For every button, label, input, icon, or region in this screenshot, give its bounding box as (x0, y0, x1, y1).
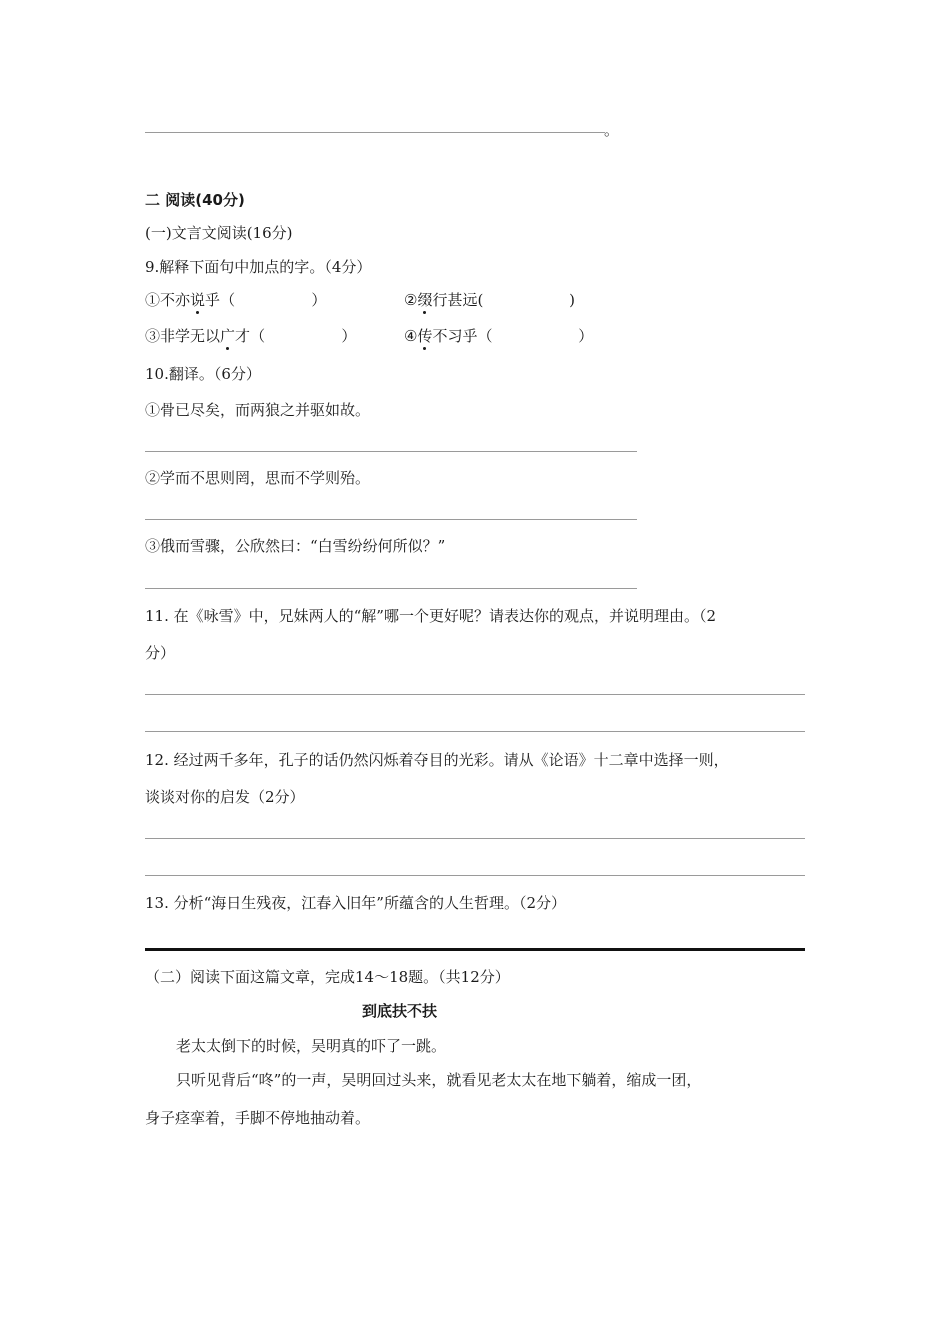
q10-sentence-3: ③俄而雪骤，公欣然曰：“白雪纷纷何所似？” (145, 537, 446, 555)
q10-answer-line-1[interactable] (145, 451, 637, 452)
q10-sentence-2: ②学而不思则罔，思而不学则殆。 (145, 469, 371, 487)
q9-item-3 (145, 326, 356, 346)
q9-answer-paren[interactable]: （ ） (250, 327, 357, 345)
q9-dotted-char: 说 (190, 291, 206, 309)
section-divider (145, 948, 805, 951)
q12-text-line-2: 谈谈对你的启发（2分） (145, 788, 305, 806)
q10-sentence-1: ①骨已尽矣，而两狼之并驱如故。 (145, 401, 371, 419)
q12-answer-line-2[interactable] (145, 875, 805, 876)
q9-item-4 (404, 326, 593, 346)
q9-item-1 (145, 290, 326, 310)
q9-item-num: ① (145, 291, 161, 309)
q11-answer-line-2[interactable] (145, 731, 805, 732)
article-paragraph-1: 老太太倒下的时候，吴明真的吓了一跳。 (176, 1037, 447, 1055)
q13-text: 13. 分析“海日生残夜，江春入旧年”所蕴含的人生哲理。（2分） (145, 894, 567, 912)
part1-heading: (一)文言文阅读(16分) (145, 224, 293, 242)
section-heading: 二 阅读(40分) (145, 191, 245, 209)
q9-title: 9.解释下面句中加点的字。（4分） (145, 258, 372, 276)
q9-item-post: 才 (235, 327, 251, 345)
q11-text-line-2: 分） (145, 644, 176, 662)
q9-item-num: ③ (145, 327, 161, 345)
q9-item-post: 行甚远 (432, 291, 478, 309)
article-paragraph-2-line-1: 只听见背后“咚”的一声，吴明回过头来，就看见老太太在地下躺着，缩成一团， (176, 1071, 702, 1089)
q9-item-2 (404, 290, 575, 310)
end-period: 。 (604, 121, 620, 139)
part2-heading: （二）阅读下面这篇文章，完成14～18题。（共12分） (145, 968, 510, 986)
q11-text-line-1: 11. 在《咏雪》中，兄妹两人的“解”哪一个更好呢？请表达你的观点，并说明理由。（2 (145, 607, 717, 625)
q9-answer-paren[interactable]: （ ） (220, 291, 327, 309)
article-title: 到底扶不扶 (362, 1002, 438, 1020)
q9-dotted-char: 传 (417, 327, 433, 345)
q9-item-num: ② (404, 291, 418, 309)
q10-title: 10.翻译。（6分） (145, 365, 261, 383)
q9-item-pre: 非学无以 (160, 327, 221, 345)
q12-answer-line-1[interactable] (145, 838, 805, 839)
article-paragraph-2-line-2: 身子痉挛着，手脚不停地抽动着。 (145, 1109, 371, 1127)
q9-answer-paren[interactable]: ( ) (477, 291, 576, 309)
q9-dotted-char: 广 (220, 327, 236, 345)
q9-item-post: 不习乎 (432, 327, 478, 345)
q9-answer-paren[interactable]: （ ） (477, 327, 594, 345)
q9-item-pre: 不亦 (160, 291, 191, 309)
q9-item-post: 乎 (205, 291, 221, 309)
answer-line-top[interactable] (145, 132, 605, 133)
q11-answer-line-1[interactable] (145, 694, 805, 695)
q9-item-num: ④ (404, 327, 418, 345)
q9-dotted-char: 缀 (417, 291, 433, 309)
q10-answer-line-2[interactable] (145, 519, 637, 520)
q12-text-line-1: 12. 经过两千多年，孔子的话仍然闪烁着夺目的光彩。请从《论语》十二章中选择一则， (145, 751, 729, 769)
q10-answer-line-3[interactable] (145, 588, 637, 589)
